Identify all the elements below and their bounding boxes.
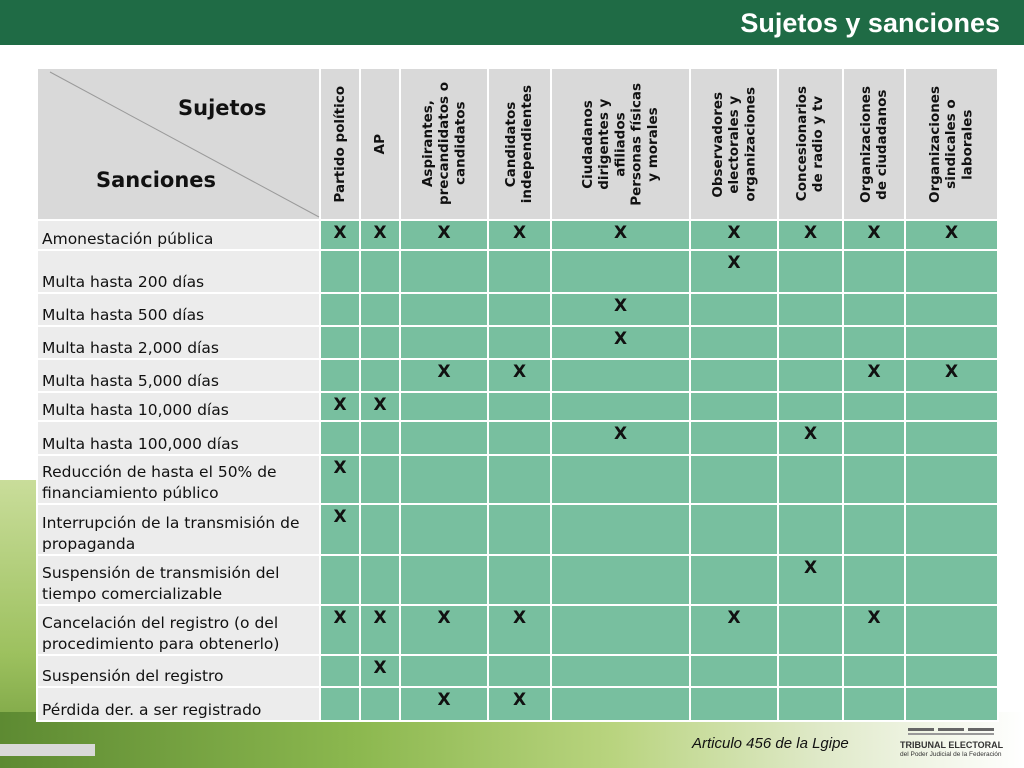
- mark-cell: [551, 392, 690, 421]
- mark-cell: [551, 687, 690, 721]
- sanction-label: Pérdida der. a ser registrado: [37, 687, 320, 721]
- sanctions-table: [36, 67, 999, 722]
- mark-cell: X: [320, 220, 360, 250]
- mark-cell: X: [320, 392, 360, 421]
- table-row: [37, 293, 998, 326]
- mark-cell: X: [551, 421, 690, 455]
- sanction-label: Cancelación del registro (o del procedimiento para obtenerlo): [37, 605, 320, 655]
- column-header: [488, 68, 551, 220]
- sanction-label: Reducción de hasta el 50% de financiamiento público: [37, 455, 320, 504]
- sanction-label: Interrupción de la transmisión de propaganda: [37, 504, 320, 555]
- mark-cell: [488, 293, 551, 326]
- mark-cell: [843, 250, 905, 293]
- table-row: [37, 655, 998, 687]
- column-header: [320, 68, 360, 220]
- mark-cell: [400, 293, 488, 326]
- mark-cell: [551, 250, 690, 293]
- mark-cell: [690, 293, 778, 326]
- table-row: [37, 605, 998, 655]
- mark-cell: [551, 655, 690, 687]
- mark-cell: [690, 392, 778, 421]
- mark-cell: X: [360, 220, 400, 250]
- mark-cell: [778, 250, 843, 293]
- mark-cell: [778, 605, 843, 655]
- mark-cell: X: [843, 220, 905, 250]
- mark-cell: [778, 455, 843, 504]
- mark-cell: X: [778, 220, 843, 250]
- mark-cell: [778, 504, 843, 555]
- table-row: [37, 326, 998, 359]
- mark-cell: X: [400, 359, 488, 392]
- diagonal-line: [38, 69, 321, 219]
- mark-cell: [488, 504, 551, 555]
- column-header-label: Observadores electorales y organizaciones: [709, 86, 759, 202]
- mark-cell: [320, 687, 360, 721]
- mark-cell: [488, 455, 551, 504]
- mark-cell: [400, 655, 488, 687]
- mark-cell: X: [360, 392, 400, 421]
- mark-cell: [905, 392, 998, 421]
- column-header: [905, 68, 998, 220]
- mark-cell: X: [843, 605, 905, 655]
- mark-cell: [905, 455, 998, 504]
- mark-cell: [778, 392, 843, 421]
- mark-cell: [320, 359, 360, 392]
- mark-cell: [551, 605, 690, 655]
- mark-cell: [488, 655, 551, 687]
- mark-cell: [905, 605, 998, 655]
- mark-cell: [778, 687, 843, 721]
- mark-cell: X: [551, 220, 690, 250]
- column-header: [551, 68, 690, 220]
- mark-cell: X: [488, 687, 551, 721]
- mark-cell: [551, 555, 690, 605]
- table-corner-cell: [37, 68, 320, 220]
- mark-cell: [551, 504, 690, 555]
- corner-sanctions-label: Sanciones: [96, 168, 217, 192]
- mark-cell: X: [400, 687, 488, 721]
- mark-cell: [905, 326, 998, 359]
- mark-cell: [843, 504, 905, 555]
- mark-cell: X: [360, 655, 400, 687]
- mark-cell: X: [778, 421, 843, 455]
- mark-cell: [320, 421, 360, 455]
- mark-cell: X: [690, 605, 778, 655]
- mark-cell: [400, 421, 488, 455]
- mark-cell: [905, 504, 998, 555]
- mark-cell: [690, 326, 778, 359]
- mark-cell: [843, 655, 905, 687]
- mark-cell: [488, 421, 551, 455]
- title-bar: [0, 0, 1024, 45]
- mark-cell: [488, 326, 551, 359]
- mark-cell: X: [360, 605, 400, 655]
- mark-cell: X: [551, 326, 690, 359]
- mark-cell: [905, 250, 998, 293]
- column-header-label: Organizaciones sindicales o laborales: [927, 85, 976, 203]
- column-header-label: AP: [371, 133, 388, 155]
- mark-cell: [320, 326, 360, 359]
- mark-cell: [400, 250, 488, 293]
- mark-cell: [360, 421, 400, 455]
- mark-cell: [360, 250, 400, 293]
- mark-cell: [843, 455, 905, 504]
- column-header: [400, 68, 488, 220]
- mark-cell: [690, 421, 778, 455]
- sanction-label: Amonestación pública: [37, 220, 320, 250]
- table-row: [37, 504, 998, 555]
- sanction-label: Multa hasta 100,000 días: [37, 421, 320, 455]
- logo-title: TRIBUNAL ELECTORAL: [900, 740, 1004, 750]
- page-title: Sujetos y sanciones: [740, 8, 1000, 38]
- mark-cell: [905, 555, 998, 605]
- article-reference: Articulo 456 de la Lgipe: [692, 735, 849, 752]
- column-header-label: Partido político: [331, 85, 348, 203]
- mark-cell: [360, 504, 400, 555]
- mark-cell: [690, 504, 778, 555]
- mark-cell: [778, 655, 843, 687]
- mark-cell: [400, 392, 488, 421]
- mark-cell: X: [488, 220, 551, 250]
- mark-cell: [843, 326, 905, 359]
- mark-cell: X: [320, 605, 360, 655]
- table-row: [37, 359, 998, 392]
- mark-cell: [905, 655, 998, 687]
- mark-cell: [320, 293, 360, 326]
- column-header-label: Concesionarios de radio y tv: [794, 86, 827, 202]
- mark-cell: [905, 421, 998, 455]
- background-decoration-stripe: [0, 744, 95, 756]
- sanction-label: Suspensión de transmisión del tiempo comercializable: [37, 555, 320, 605]
- mark-cell: [843, 293, 905, 326]
- mark-cell: [320, 555, 360, 605]
- table-header-row: [37, 68, 998, 220]
- mark-cell: [690, 359, 778, 392]
- mark-cell: [400, 455, 488, 504]
- mark-cell: [778, 293, 843, 326]
- table-row: [37, 220, 998, 250]
- mark-cell: [488, 392, 551, 421]
- mark-cell: [400, 555, 488, 605]
- mark-cell: [551, 455, 690, 504]
- mark-cell: [320, 655, 360, 687]
- mark-cell: [488, 555, 551, 605]
- mark-cell: [843, 421, 905, 455]
- column-header: [843, 68, 905, 220]
- sanction-label: Multa hasta 5,000 días: [37, 359, 320, 392]
- mark-cell: [400, 504, 488, 555]
- mark-cell: [690, 455, 778, 504]
- mark-cell: X: [905, 359, 998, 392]
- mark-cell: [400, 326, 488, 359]
- mark-cell: [320, 250, 360, 293]
- mark-cell: X: [690, 220, 778, 250]
- mark-cell: X: [551, 293, 690, 326]
- mark-cell: X: [905, 220, 998, 250]
- table-row: [37, 555, 998, 605]
- mark-cell: [778, 326, 843, 359]
- column-header-label: Candidatos independientes: [503, 84, 536, 204]
- table-row: [37, 250, 998, 293]
- mark-cell: [778, 359, 843, 392]
- table-row: [37, 687, 998, 721]
- logo-subtitle: del Poder Judicial de la Federación: [900, 751, 1002, 758]
- mark-cell: [360, 293, 400, 326]
- mark-cell: [488, 250, 551, 293]
- mark-cell: [905, 293, 998, 326]
- table-row: [37, 455, 998, 504]
- column-header-label: Ciudadanos dirigentes y afiliados Personas físicas y morales: [580, 82, 661, 206]
- mark-cell: X: [400, 220, 488, 250]
- sanction-label: Multa hasta 500 días: [37, 293, 320, 326]
- mark-cell: [360, 687, 400, 721]
- mark-cell: [360, 455, 400, 504]
- mark-cell: [690, 655, 778, 687]
- table-row: [37, 421, 998, 455]
- mark-cell: X: [320, 504, 360, 555]
- mark-cell: [551, 359, 690, 392]
- column-header-label: Organizaciones de ciudadanos: [857, 85, 890, 203]
- column-header: [778, 68, 843, 220]
- mark-cell: [360, 359, 400, 392]
- tribunal-logo: [900, 728, 1010, 764]
- mark-cell: X: [778, 555, 843, 605]
- mark-cell: [360, 555, 400, 605]
- mark-cell: X: [320, 455, 360, 504]
- sanction-label: Multa hasta 200 días: [37, 250, 320, 293]
- mark-cell: [905, 687, 998, 721]
- logo-icon: [908, 728, 994, 738]
- corner-subjects-label: Sujetos: [178, 96, 267, 120]
- column-header-label: Aspirantes, precandidatos o candidatos: [419, 82, 469, 206]
- mark-cell: [843, 555, 905, 605]
- sanction-label: Multa hasta 2,000 días: [37, 326, 320, 359]
- mark-cell: X: [843, 359, 905, 392]
- mark-cell: X: [488, 605, 551, 655]
- mark-cell: X: [400, 605, 488, 655]
- mark-cell: X: [488, 359, 551, 392]
- sanction-label: Suspensión del registro: [37, 655, 320, 687]
- mark-cell: [690, 555, 778, 605]
- mark-cell: X: [690, 250, 778, 293]
- mark-cell: [843, 687, 905, 721]
- mark-cell: [690, 687, 778, 721]
- table-row: [37, 392, 998, 421]
- column-header: [690, 68, 778, 220]
- mark-cell: [843, 392, 905, 421]
- sanction-label: Multa hasta 10,000 días: [37, 392, 320, 421]
- column-header: [360, 68, 400, 220]
- mark-cell: [360, 326, 400, 359]
